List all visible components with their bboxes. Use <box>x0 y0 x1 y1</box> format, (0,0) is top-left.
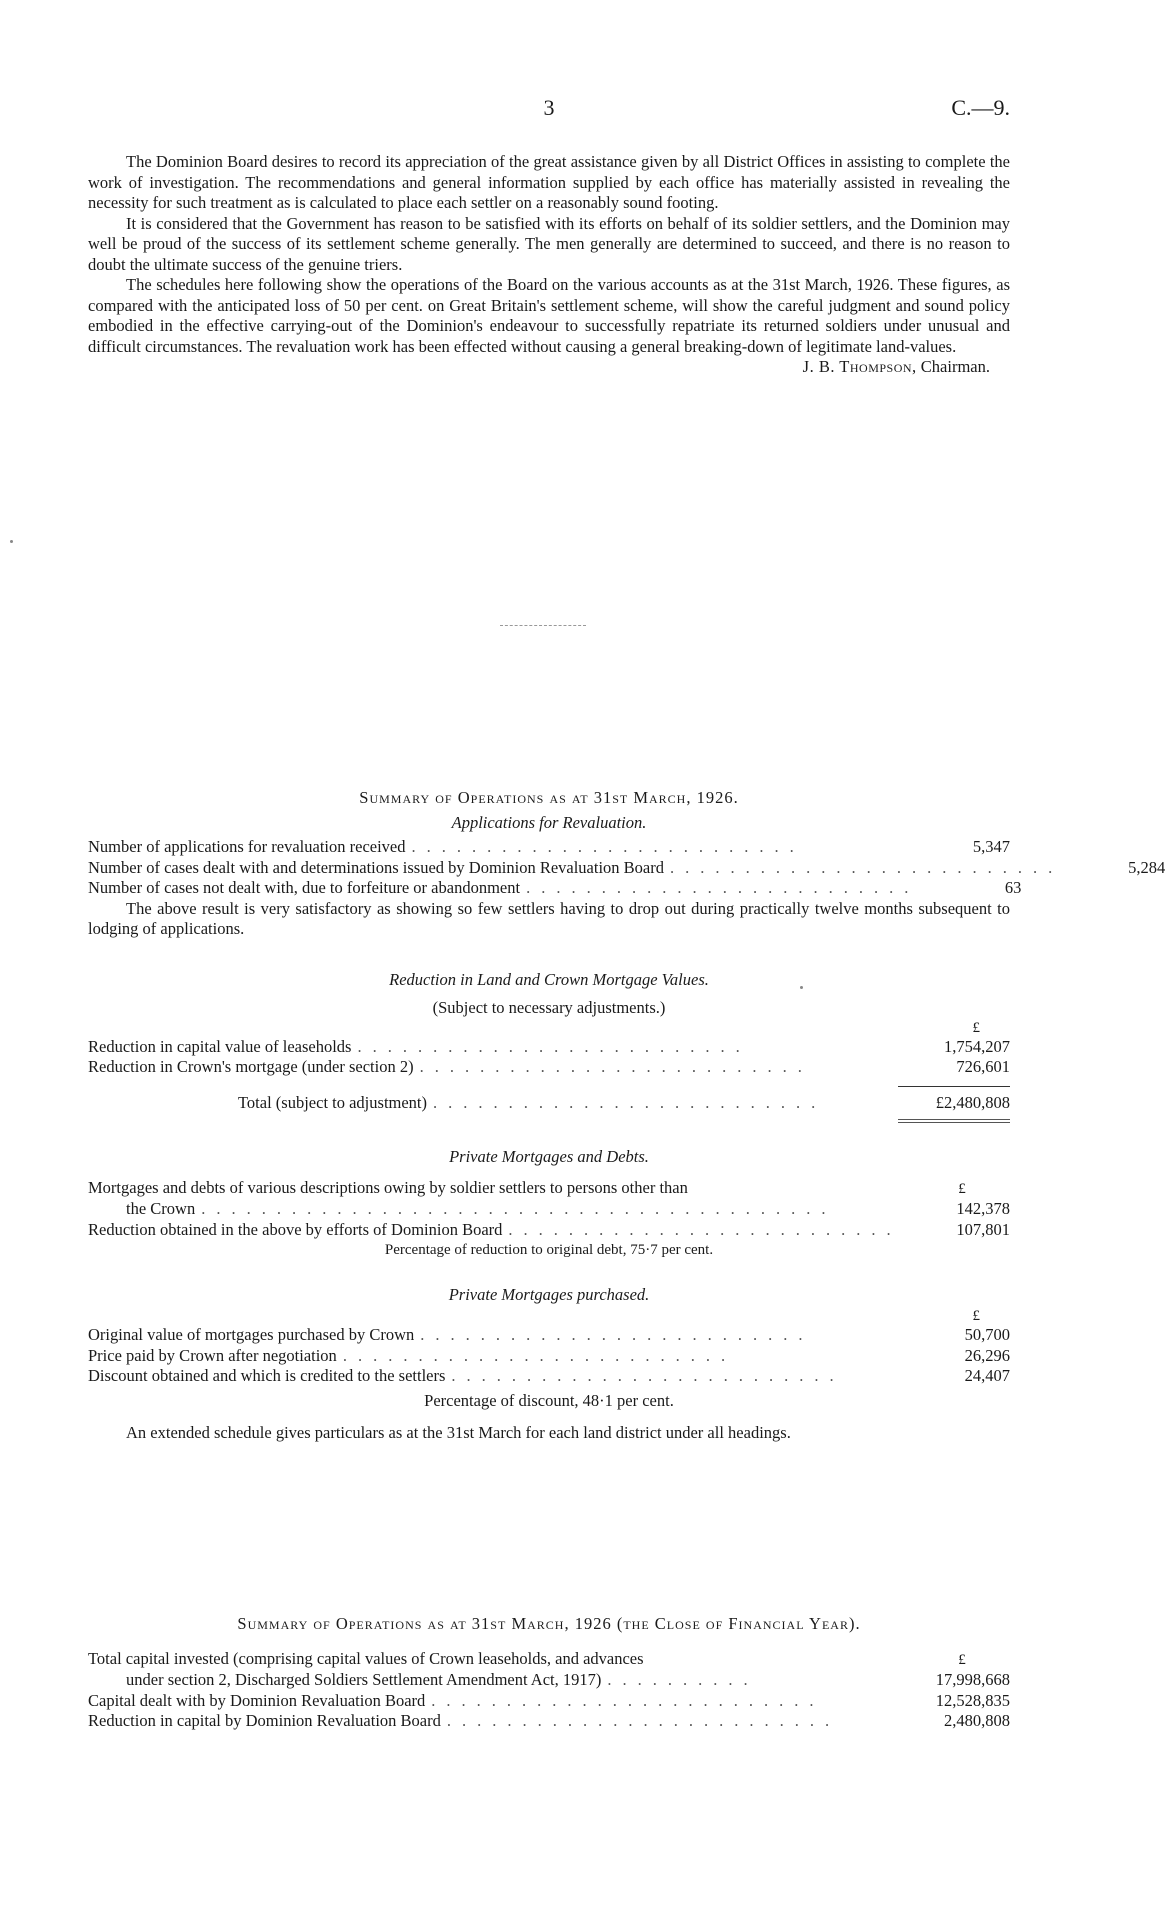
row-value: 50,700 <box>964 1325 1010 1344</box>
private-debts-table <box>88 1178 1010 1261</box>
row-value: 17,998,668 <box>935 1670 1010 1689</box>
total-label: Total (subject to adjustment) <box>238 1092 428 1112</box>
intro-section <box>88 152 1010 378</box>
table-row: Price paid by Crown after negotiation .......................... 26,296 <box>88 1345 1010 1365</box>
currency-unit: £ <box>958 1651 966 1668</box>
row-value: 142,378 <box>956 1199 1010 1218</box>
row-label: Original value of mortgages purchased by Crown <box>88 1325 415 1344</box>
applications-note: The above result is very satisfactory as showing so few settlers having to drop out during practically twelve months subsequent to lodging of applications. <box>88 898 1010 938</box>
row-label: Reduction in capital by Dominion Revaluation Board <box>88 1711 441 1730</box>
row-value: 1,754,207 <box>944 1036 1010 1056</box>
row-value: 2,480,808 <box>944 1711 1010 1730</box>
summary-section-1 <box>88 788 1165 1444</box>
intro-paragraph: The schedules here following show the operations of the Board on the various accounts as at the 31st March, 1926. These figures, as compared with the anticipated loss of 50 per cent. on Great Britain's settlement scheme, will show the careful judgment and sound policy embodied in the effective carrying-out of the Dominion's endeavour to successfully repatriate its returned soldiers under unusual and difficult circumstances. The revaluation work has been effected without causing a general breaking-down of legitimate land-values. <box>88 275 1010 356</box>
row-label: under section 2, Discharged Soldiers Settlement Amendment Act, 1917) <box>126 1670 602 1689</box>
row-label: Price paid by Crown after negotiation <box>88 1345 337 1365</box>
private-debts-subheading: Private Mortgages and Debts. <box>449 1147 649 1166</box>
private-purchased-subheading: Private Mortgages purchased. <box>448 1284 650 1304</box>
private-purchased-table <box>88 1325 1010 1411</box>
table-row: Reduction in capital value of leaseholds .......................... 1,754,207 <box>88 1036 1010 1056</box>
total-value: £2,480,808 <box>935 1092 1010 1112</box>
scan-speck <box>10 540 13 543</box>
row-value: 5,284 <box>1128 857 1165 877</box>
row-label: Discount obtained and which is credited to the settlers <box>88 1366 446 1385</box>
table-row: Reduction in capital by Dominion Revaluation Board .......................... 2,480,808 <box>88 1711 1010 1730</box>
row-label: Capital dealt with by Dominion Revaluation Board <box>88 1690 426 1710</box>
discount-percentage: Percentage of discount, 48·1 per cent. <box>424 1390 674 1410</box>
row-label: Number of applications for revaluation received <box>88 837 406 856</box>
summary-heading: Summary of Operations as at 31st March, 1926 (the Close of Financial Year). <box>237 1614 861 1633</box>
summary-section-2 <box>88 1614 1010 1732</box>
scan-speck <box>800 986 803 989</box>
document-code: C.—9. <box>951 95 1010 120</box>
total-row: Total (subject to adjustment) .......................... £2,480,808 <box>88 1093 1010 1114</box>
row-value: 107,801 <box>956 1219 1010 1239</box>
applications-subheading: Applications for Revaluation. <box>451 812 647 832</box>
table-row: under section 2, Discharged Soldiers Settlement Amendment Act, 1917) .......... 17,998,668 <box>88 1670 1010 1691</box>
table-row: Number of applications for revaluation received .......................... 5,347 <box>88 837 1010 856</box>
signature-name: J. B. Thompson, <box>802 357 917 376</box>
row-value: 63 <box>1004 878 1022 897</box>
table-row: Number of cases dealt with and determinations issued by Dominion Revaluation Board .......................... 5,284 <box>88 857 1165 877</box>
total-double-rule <box>898 1119 1010 1123</box>
row-label: Total capital invested (comprising capital values of Crown leaseholds, and advances <box>88 1648 644 1668</box>
table-row: Original value of mortgages purchased by Crown .......................... 50,700 <box>88 1325 1010 1344</box>
intro-paragraph: The Dominion Board desires to record its appreciation of the great assistance given by all District Offices in assisting to complete the work of investigation. The recommendations and general information supplied by each office has materially assisted in revealing the necessity for such treatment as is calculated to place each settler on a reasonably sound footing. <box>88 152 1010 212</box>
row-value: 726,601 <box>956 1057 1010 1076</box>
row-value: 24,407 <box>964 1366 1010 1385</box>
table-row: Reduction in Crown's mortgage (under section 2) .......................... 726,601 <box>88 1057 1010 1076</box>
table-row: Number of cases not dealt with, due to forfeiture or abandonment .......................... 63 <box>88 878 1022 897</box>
currency-unit: £ <box>958 1180 966 1197</box>
table-row <box>88 1178 1010 1200</box>
table-row: Reduction obtained in the above by efforts of Dominion Board .......................... 107,801 <box>88 1219 1010 1239</box>
reduction-percentage: Percentage of reduction to original debt, 75·7 per cent. <box>384 1242 714 1258</box>
row-value: 26,296 <box>964 1345 1010 1365</box>
reduction-qualifier: (Subject to necessary adjustments.) <box>432 998 666 1017</box>
table-row: the Crown .......................................... 142,378 <box>88 1199 1010 1220</box>
row-label: Mortgages and debts of various descriptions owing by soldier settlers to persons other than <box>88 1177 688 1197</box>
intro-paragraph: It is considered that the Government has reason to be satisfied with its efforts on behalf of its soldier settlers, and the Dominion may well be proud of the success of its settlement scheme generally. The men generally are determined to succeed, and there is no reason to doubt the ultimate success of the genuine triers. <box>88 213 1010 274</box>
row-label: Reduction in Crown's mortgage (under section 2) <box>88 1057 414 1076</box>
extended-schedule-note: An extended schedule gives particulars as at the 31st March for each land district under all headings. <box>126 1423 791 1442</box>
sum-rule <box>898 1086 1010 1087</box>
signature-title: Chairman. <box>920 357 990 376</box>
row-label: the Crown <box>126 1199 196 1218</box>
signature <box>88 357 1010 378</box>
table-row <box>88 1649 1010 1671</box>
capital-table <box>88 1649 1010 1732</box>
reduction-table <box>88 1037 1010 1124</box>
currency-unit: £ <box>972 1308 980 1324</box>
currency-unit: £ <box>972 1019 980 1036</box>
row-label: Reduction in capital value of leaseholds <box>88 1036 352 1056</box>
row-value: 12,528,835 <box>935 1690 1010 1710</box>
applications-table <box>88 837 1165 899</box>
reduction-subheading: Reduction in Land and Crown Mortgage Values. <box>389 969 709 989</box>
row-value: 5,347 <box>972 837 1010 856</box>
row-label: Number of cases dealt with and determinations issued by Dominion Revaluation Board <box>88 857 665 877</box>
table-row: Capital dealt with by Dominion Revaluation Board .......................... 12,528,835 <box>88 1690 1010 1710</box>
summary-heading: Summary of Operations as at 31st March, 1926. <box>359 788 739 807</box>
table-row: Discount obtained and which is credited to the settlers .......................... 24,407 <box>88 1366 1010 1385</box>
row-label: Reduction obtained in the above by efforts of Dominion Board <box>88 1219 503 1239</box>
page-number: 3 <box>543 95 555 120</box>
page-header <box>88 95 1010 126</box>
row-label: Number of cases not dealt with, due to forfeiture or abandonment <box>88 878 521 897</box>
divider-ornament <box>500 625 586 626</box>
